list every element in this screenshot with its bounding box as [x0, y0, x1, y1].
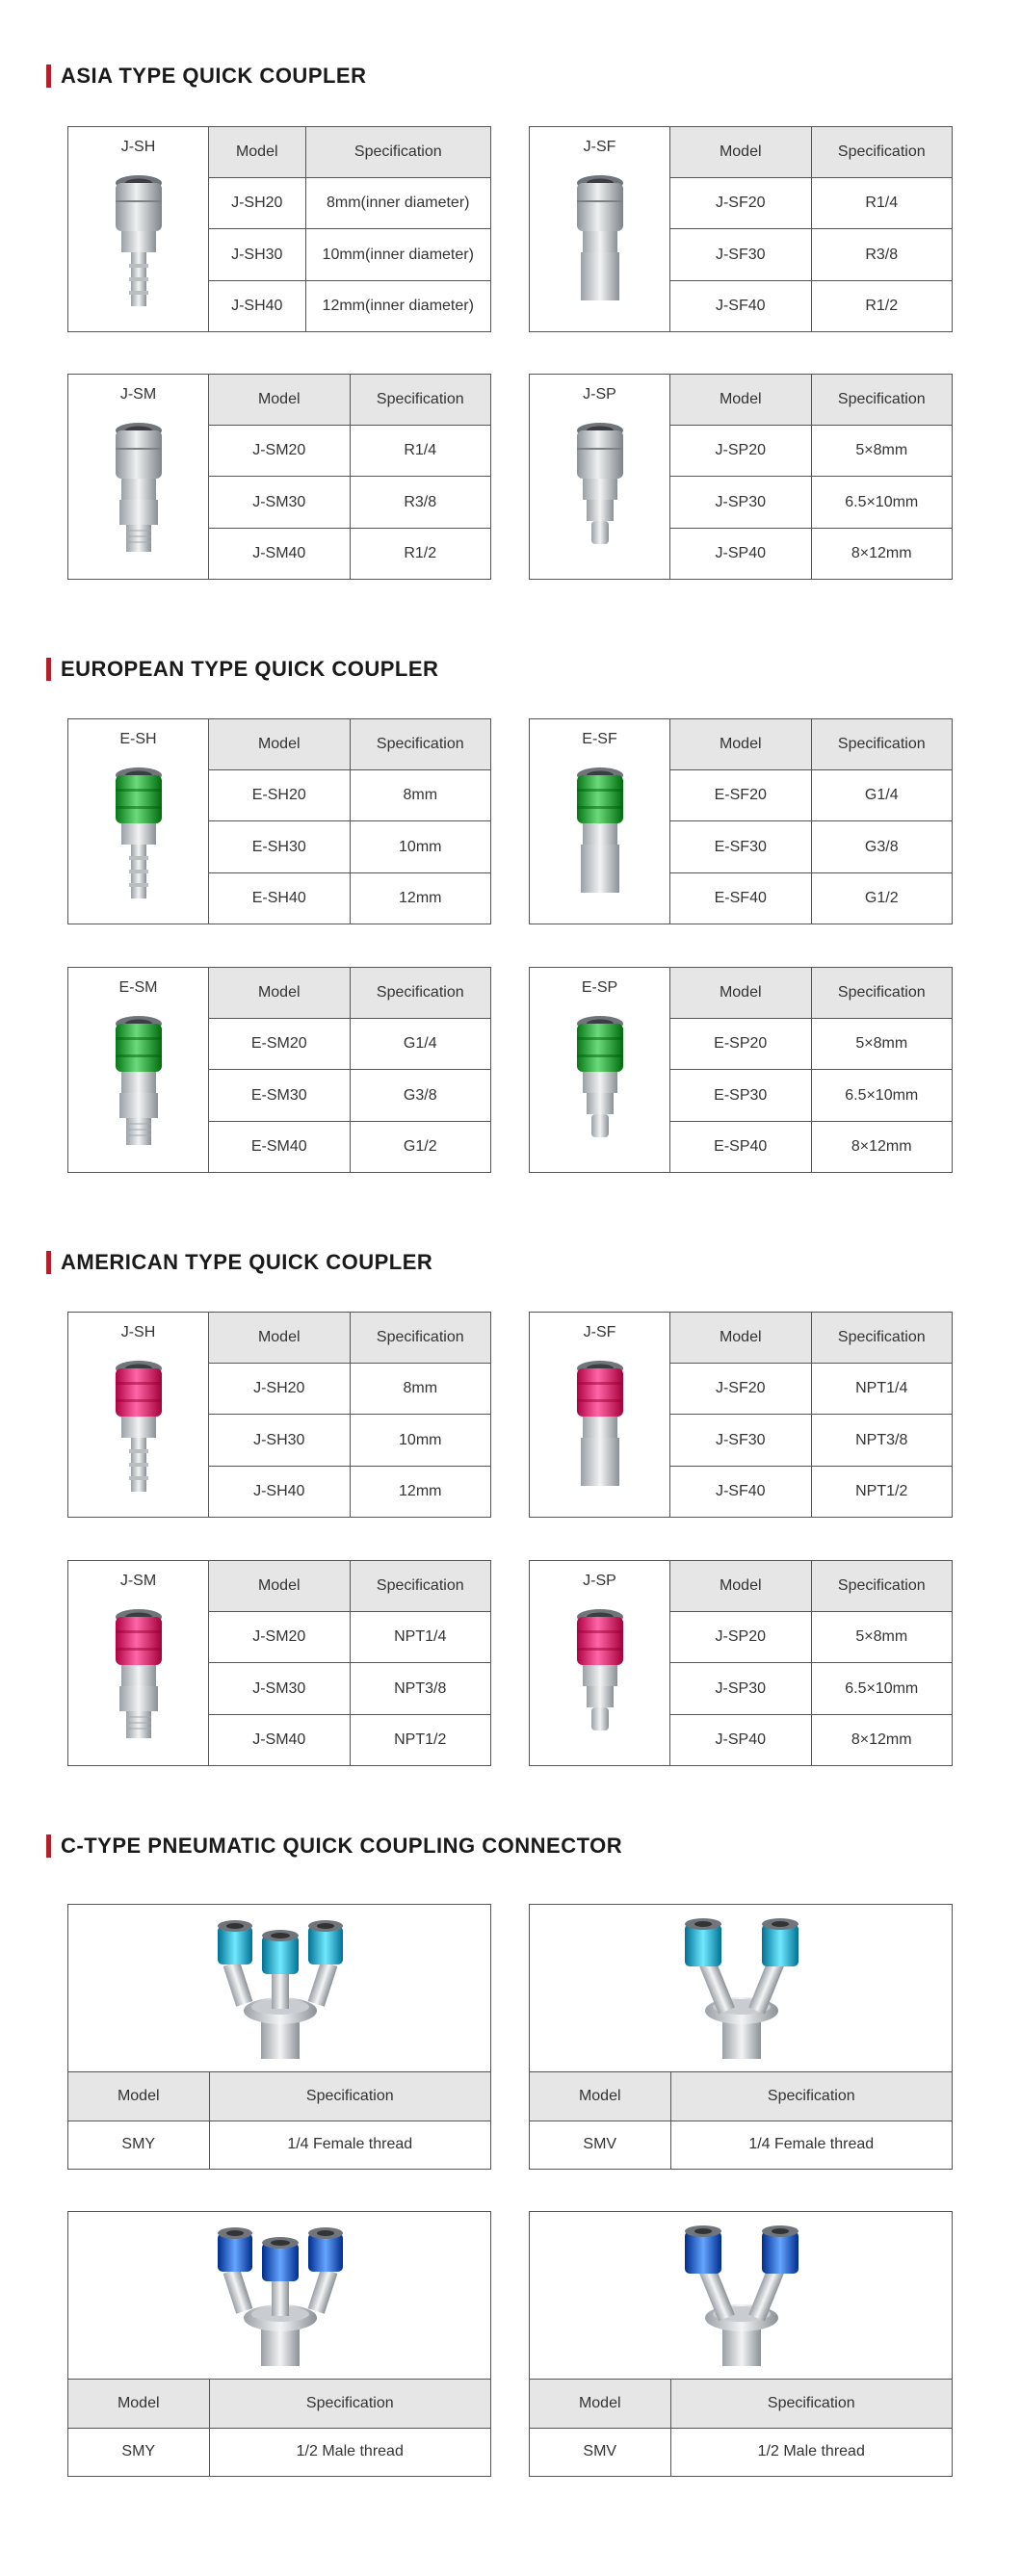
spec-cell: 1/2 Male thread: [296, 2443, 404, 2460]
model-column-header: Model: [209, 1313, 350, 1363]
title-accent-bar: [46, 1251, 51, 1274]
spec-column-header: Specification: [811, 375, 952, 425]
section-title-text: EUROPEAN TYPE QUICK COUPLER: [61, 657, 439, 681]
spec-cell: NPT1/4: [811, 1363, 952, 1415]
spec-cell: R3/8: [350, 477, 490, 529]
product-card: [529, 718, 953, 924]
model-cell: E-SH40: [209, 873, 350, 924]
spec-table: [209, 968, 490, 1172]
product-card: [529, 1560, 953, 1766]
model-cell: J-SF30: [670, 1415, 811, 1467]
model-column-header: Model: [670, 1561, 811, 1611]
spec-cell: R1/2: [865, 298, 899, 315]
model-column-header: Model: [209, 719, 350, 769]
table-row: [209, 821, 490, 873]
coupling-connector-icon: [669, 1914, 814, 2065]
section-title-text: ASIA TYPE QUICK COUPLER: [61, 64, 367, 88]
spec-column-header: Specification: [350, 1561, 490, 1611]
coupler-sh-icon: [107, 171, 170, 325]
model-cell: E-SM20: [209, 1018, 350, 1070]
table-header-row: [68, 2072, 490, 2121]
table-row: [670, 1611, 952, 1663]
product-card: [529, 1312, 953, 1518]
table-header-row: [670, 1561, 952, 1611]
spec-column-header: Specification: [811, 127, 952, 177]
table-header-row: [209, 719, 490, 769]
table-header-row: [209, 127, 490, 177]
spec-cell: 10mm: [350, 1415, 490, 1467]
table-row: [209, 1467, 490, 1517]
table-row: [209, 1122, 490, 1172]
table-row: [209, 769, 490, 821]
table-header-row: [670, 968, 952, 1018]
product-name: E-SM: [118, 979, 158, 996]
product-name: J-SP: [583, 1573, 616, 1589]
table-row: [68, 2121, 490, 2169]
connector-card: [529, 2211, 953, 2477]
spec-cell: 8mm: [350, 769, 490, 821]
coupler-sf-icon: [568, 1357, 632, 1511]
model-cell: J-SM30: [209, 1663, 350, 1715]
product-name: J-SF: [583, 1324, 616, 1340]
connector-card: [529, 1904, 953, 2170]
coupler-sh-icon: [107, 1357, 170, 1511]
product-card: [67, 126, 491, 332]
product-image-cell: [68, 1561, 209, 1765]
model-cell: J-SF40: [670, 281, 811, 331]
spec-cell: NPT3/8: [811, 1415, 952, 1467]
spec-cell: 6.5×10mm: [811, 1070, 952, 1122]
spec-cell: G1/2: [403, 1138, 437, 1156]
spec-table: [670, 1561, 952, 1765]
table-row: [670, 1467, 952, 1517]
coupler-sh-icon: [107, 764, 170, 918]
model-column-header: Model: [670, 719, 811, 769]
coupler-sm-icon: [107, 1012, 170, 1166]
spec-column-header: Specification: [350, 375, 490, 425]
spec-column-header: Specification: [811, 1313, 952, 1363]
spec-cell: NPT3/8: [350, 1663, 490, 1715]
spec-column-header: Specification: [209, 2072, 490, 2121]
model-cell: SMV: [530, 2428, 670, 2476]
product-name: J-SF: [583, 139, 616, 155]
product-name: J-SH: [120, 1324, 156, 1340]
spec-table: [670, 375, 952, 579]
spec-cell: 8×12mm: [851, 1731, 912, 1749]
model-cell: J-SM20: [209, 1611, 350, 1663]
product-card: [529, 374, 953, 580]
product-card: [67, 1312, 491, 1518]
table-row: [209, 873, 490, 924]
model-cell: J-SH20: [209, 1363, 350, 1415]
product-card: [529, 967, 953, 1173]
product-image-cell: [530, 1561, 670, 1765]
model-column-header: Model: [209, 968, 350, 1018]
spec-cell: 5×8mm: [811, 1018, 952, 1070]
model-cell: J-SM30: [209, 477, 350, 529]
product-name: J-SH: [120, 139, 156, 155]
section-title: [46, 657, 438, 682]
table-header-row: [530, 2072, 952, 2121]
table-row: [670, 177, 952, 229]
product-image-cell: [530, 719, 670, 924]
model-cell: E-SP30: [670, 1070, 811, 1122]
model-cell: J-SP40: [670, 529, 811, 579]
model-cell: J-SF30: [670, 229, 811, 281]
model-cell: E-SF40: [670, 873, 811, 924]
table-row: [670, 821, 952, 873]
section-title-text: C-TYPE PNEUMATIC QUICK COUPLING CONNECTOR: [61, 1834, 623, 1858]
model-column-header: Model: [530, 2380, 670, 2428]
model-cell: J-SP20: [670, 425, 811, 477]
section-title-text: AMERICAN TYPE QUICK COUPLER: [61, 1250, 433, 1274]
spec-column-header: Specification: [811, 968, 952, 1018]
product-card: [67, 1560, 491, 1766]
table-row: [209, 177, 490, 229]
table-row: [670, 1070, 952, 1122]
spec-cell: 12mm: [399, 1483, 442, 1500]
spec-cell: G1/4: [811, 769, 952, 821]
spec-cell: NPT1/4: [350, 1611, 490, 1663]
table-row: [670, 281, 952, 331]
spec-cell: 5×8mm: [811, 1611, 952, 1663]
spec-cell: R1/4: [811, 177, 952, 229]
connector-image-cell: [530, 2212, 952, 2380]
table-row: [209, 281, 490, 331]
table-row: [670, 1663, 952, 1715]
connector-card: [67, 2211, 491, 2477]
model-cell: E-SF30: [670, 821, 811, 873]
model-cell: J-SP30: [670, 1663, 811, 1715]
table-header-row: [670, 719, 952, 769]
spec-cell: 1/4 Female thread: [287, 2136, 413, 2153]
section-title: [46, 64, 367, 89]
table-row: [209, 1070, 490, 1122]
model-cell: J-SF20: [670, 1363, 811, 1415]
product-image-cell: [530, 968, 670, 1172]
spec-table: [670, 719, 952, 924]
title-accent-bar: [46, 65, 51, 88]
connector-image-cell: [68, 2212, 490, 2380]
spec-table: [670, 1313, 952, 1517]
table-row: [209, 229, 490, 281]
spec-cell: 8×12mm: [851, 1138, 912, 1156]
model-column-header: Model: [670, 375, 811, 425]
coupler-sp-icon: [568, 1605, 632, 1759]
coupler-sp-icon: [568, 1012, 632, 1166]
spec-table: [530, 2380, 952, 2476]
coupling-connector-icon: [669, 2222, 814, 2372]
coupler-sp-icon: [568, 419, 632, 573]
table-row: [670, 425, 952, 477]
table-row: [670, 1122, 952, 1172]
table-row: [670, 229, 952, 281]
table-row: [209, 425, 490, 477]
coupler-sm-icon: [107, 419, 170, 573]
spec-cell: 8mm(inner diameter): [305, 177, 490, 229]
spec-cell: R3/8: [811, 229, 952, 281]
model-cell: J-SH30: [209, 229, 305, 281]
table-row: [209, 1611, 490, 1663]
model-column-header: Model: [670, 1313, 811, 1363]
model-cell: J-SP30: [670, 477, 811, 529]
spec-table: [209, 1561, 490, 1765]
model-column-header: Model: [670, 968, 811, 1018]
table-row: [209, 477, 490, 529]
spec-cell: 8×12mm: [851, 545, 912, 562]
product-image-cell: [530, 127, 670, 331]
table-row: [670, 1715, 952, 1765]
spec-column-header: Specification: [350, 1313, 490, 1363]
table-row: [670, 873, 952, 924]
coupling-connector-icon: [208, 2222, 353, 2372]
table-header-row: [209, 1561, 490, 1611]
coupler-sf-icon: [568, 171, 632, 325]
section-title: [46, 1250, 432, 1275]
spec-table: [209, 127, 490, 331]
spec-table: [68, 2380, 490, 2476]
model-cell: J-SM20: [209, 425, 350, 477]
connector-image-cell: [530, 1905, 952, 2072]
spec-column-header: Specification: [670, 2380, 952, 2428]
table-row: [209, 529, 490, 579]
spec-cell: 8mm: [350, 1363, 490, 1415]
table-row: [670, 1415, 952, 1467]
coupler-sm-icon: [107, 1605, 170, 1759]
table-header-row: [68, 2380, 490, 2428]
spec-cell: NPT1/2: [855, 1483, 908, 1500]
spec-table: [670, 968, 952, 1172]
product-name: J-SM: [119, 386, 157, 403]
table-row: [209, 1363, 490, 1415]
table-header-row: [209, 375, 490, 425]
table-row: [530, 2428, 952, 2476]
model-column-header: Model: [530, 2072, 670, 2121]
coupler-sf-icon: [568, 764, 632, 918]
product-image-cell: [68, 968, 209, 1172]
model-cell: J-SF20: [670, 177, 811, 229]
spec-cell: 12mm: [399, 890, 442, 907]
table-header-row: [670, 1313, 952, 1363]
spec-cell: 1/2 Male thread: [757, 2443, 865, 2460]
table-row: [68, 2428, 490, 2476]
spec-cell: 1/4 Female thread: [748, 2136, 875, 2153]
product-card: [67, 967, 491, 1173]
product-image-cell: [530, 1313, 670, 1517]
product-name: J-SP: [583, 386, 616, 403]
product-image-cell: [68, 719, 209, 924]
product-name: J-SM: [119, 1573, 157, 1589]
table-row: [670, 477, 952, 529]
spec-cell: G3/8: [350, 1070, 490, 1122]
product-image-cell: [68, 127, 209, 331]
table-row: [670, 1018, 952, 1070]
table-header-row: [209, 1313, 490, 1363]
product-name: E-SF: [582, 731, 617, 747]
model-cell: J-SH20: [209, 177, 305, 229]
spec-column-header: Specification: [811, 719, 952, 769]
product-image-cell: [68, 1313, 209, 1517]
table-header-row: [530, 2380, 952, 2428]
table-header-row: [670, 375, 952, 425]
model-cell: SMY: [68, 2428, 209, 2476]
spec-cell: 5×8mm: [811, 425, 952, 477]
spec-column-header: Specification: [350, 719, 490, 769]
model-cell: J-SH40: [209, 1467, 350, 1517]
spec-cell: 12mm(inner diameter): [322, 298, 474, 315]
title-accent-bar: [46, 1834, 51, 1858]
model-column-header: Model: [68, 2072, 209, 2121]
table-header-row: [670, 127, 952, 177]
table-row: [209, 1663, 490, 1715]
model-cell: J-SP40: [670, 1715, 811, 1765]
model-cell: J-SM40: [209, 1715, 350, 1765]
spec-column-header: Specification: [811, 1561, 952, 1611]
spec-cell: 6.5×10mm: [811, 477, 952, 529]
model-column-header: Model: [209, 127, 305, 177]
table-row: [530, 2121, 952, 2169]
connector-card: [67, 1904, 491, 2170]
product-name: E-SP: [581, 979, 618, 996]
model-column-header: Model: [209, 375, 350, 425]
model-cell: J-SF40: [670, 1467, 811, 1517]
model-cell: E-SP40: [670, 1122, 811, 1172]
spec-cell: NPT1/2: [394, 1731, 447, 1749]
product-card: [529, 126, 953, 332]
section-title: [46, 1834, 622, 1859]
table-row: [670, 769, 952, 821]
model-cell: E-SM30: [209, 1070, 350, 1122]
product-name: E-SH: [119, 731, 157, 747]
model-cell: J-SM40: [209, 529, 350, 579]
spec-table: [209, 1313, 490, 1517]
table-row: [209, 1715, 490, 1765]
table-header-row: [209, 968, 490, 1018]
model-cell: J-SP20: [670, 1611, 811, 1663]
spec-cell: 6.5×10mm: [811, 1663, 952, 1715]
spec-cell: R1/4: [350, 425, 490, 477]
spec-cell: R1/2: [404, 545, 437, 562]
spec-table: [68, 2072, 490, 2169]
product-image-cell: [68, 375, 209, 579]
model-cell: J-SH30: [209, 1415, 350, 1467]
spec-column-header: Specification: [350, 968, 490, 1018]
table-row: [209, 1415, 490, 1467]
spec-cell: 10mm: [350, 821, 490, 873]
table-row: [670, 529, 952, 579]
connector-image-cell: [68, 1905, 490, 2072]
spec-cell: G1/4: [350, 1018, 490, 1070]
spec-table: [670, 127, 952, 331]
product-card: [67, 374, 491, 580]
spec-table: [209, 375, 490, 579]
spec-cell: 10mm(inner diameter): [305, 229, 490, 281]
model-cell: E-SH30: [209, 821, 350, 873]
spec-column-header: Specification: [209, 2380, 490, 2428]
model-cell: E-SH20: [209, 769, 350, 821]
product-card: [67, 718, 491, 924]
table-row: [670, 1363, 952, 1415]
model-cell: E-SP20: [670, 1018, 811, 1070]
title-accent-bar: [46, 658, 51, 681]
coupling-connector-icon: [208, 1914, 353, 2065]
model-column-header: Model: [670, 127, 811, 177]
model-cell: E-SM40: [209, 1122, 350, 1172]
spec-cell: G3/8: [811, 821, 952, 873]
model-cell: J-SH40: [209, 281, 305, 331]
model-column-header: Model: [209, 1561, 350, 1611]
spec-cell: G1/2: [864, 890, 899, 907]
model-cell: SMY: [68, 2121, 209, 2169]
model-cell: E-SF20: [670, 769, 811, 821]
spec-column-header: Specification: [670, 2072, 952, 2121]
spec-column-header: Specification: [305, 127, 490, 177]
product-image-cell: [530, 375, 670, 579]
model-column-header: Model: [68, 2380, 209, 2428]
model-cell: SMV: [530, 2121, 670, 2169]
spec-table: [209, 719, 490, 924]
table-row: [209, 1018, 490, 1070]
spec-table: [530, 2072, 952, 2169]
